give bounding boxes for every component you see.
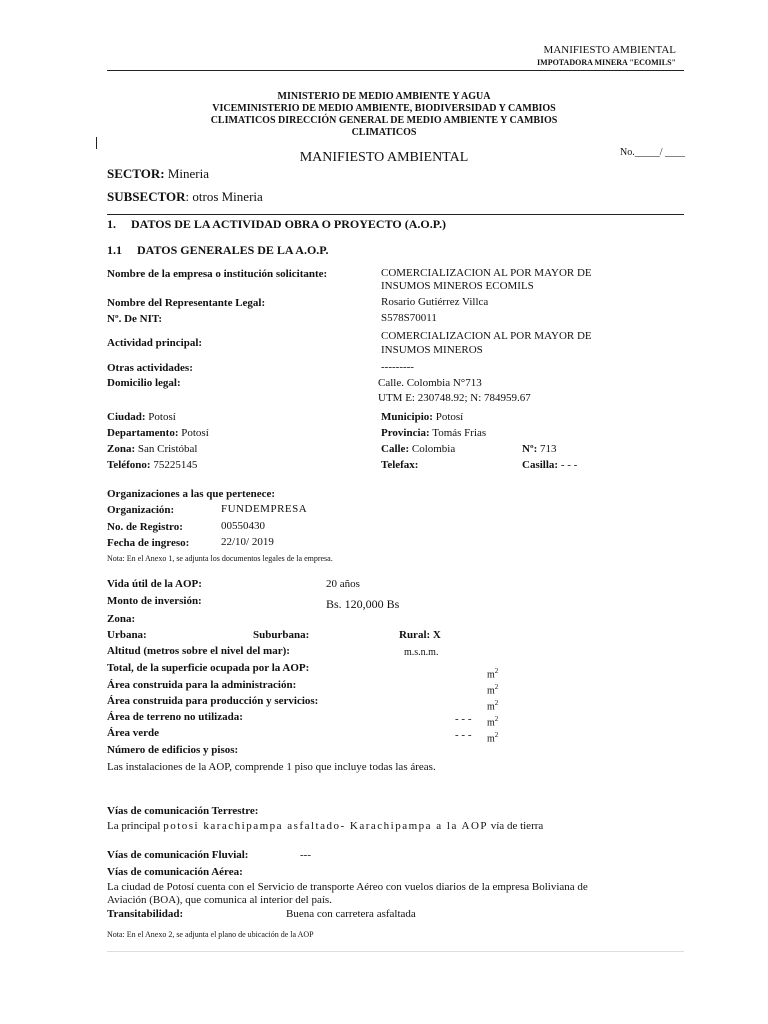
header-title: MANIFIESTO AMBIENTAL <box>543 44 676 56</box>
fluvial-label: Vías de comunicación Fluvial: <box>107 849 249 861</box>
actividad-value-2: INSUMOS MINEROS <box>381 344 483 356</box>
aerea-value-1: La ciudad de Potosí cuenta con el Servicio de transporte Aéreo con vuelos diarios de la empresa Boliviana de <box>107 881 588 893</box>
verde-label: Área verde <box>107 727 160 739</box>
section-rule <box>107 214 684 215</box>
domicilio-label: Domicilio legal: <box>107 377 181 389</box>
otras-value: --------- <box>381 361 414 373</box>
edificios-label: Número de edificios y pisos: <box>107 744 239 756</box>
org-label: Organización: <box>107 504 175 516</box>
produccion-unit: $m^2$ <box>487 699 499 713</box>
numero-line: Nº: 713 <box>522 443 557 455</box>
rep-value: Rosario Gutiérrez Villca <box>381 296 489 308</box>
urbana-label: Urbana: <box>107 629 147 641</box>
empresa-value-1: COMERCIALIZACION AL POR MAYOR DE <box>381 267 592 279</box>
suburbana-label: Suburbana: <box>253 629 310 641</box>
text-cursor <box>96 137 97 149</box>
rural-label: Rural: X <box>399 629 441 641</box>
telefax-label: Telefax: <box>381 459 419 471</box>
calle-line: Calle: Colombia <box>381 443 456 455</box>
vida-label: Vida útil de la AOP: <box>107 578 202 590</box>
zona-line: Zona: San Cristóbal <box>107 443 198 455</box>
departamento-line: Departamento: Potosí <box>107 427 209 439</box>
section-1-1-heading: 1.1 DATOS GENERALES DE LA A.O.P. <box>107 243 329 257</box>
provincia-line: Provincia: Tomás Frias <box>381 427 487 439</box>
total-label: Total, de la superficie ocupada por la AOP: <box>107 662 310 674</box>
monto-label: Monto de inversión: <box>107 595 202 607</box>
section-1-heading: 1. DATOS DE LA ACTIVIDAD OBRA O PROYECTO (A.O.P.) <box>107 217 446 231</box>
document-number: No._____/ ____ <box>620 147 685 158</box>
casilla-line: Casilla: - - - <box>522 459 578 471</box>
nit-label: Nº. De NIT: <box>107 313 163 325</box>
fecha-label: Fecha de ingreso: <box>107 537 190 549</box>
telefono-line: Teléfono: 75225145 <box>107 459 198 471</box>
registro-label: No. de Registro: <box>107 521 183 533</box>
header-company: IMPOTADORA MINERA "ECOMILS" <box>537 58 676 67</box>
actividad-value-1: COMERCIALIZACION AL POR MAYOR DE <box>381 330 592 342</box>
org-heading: Organizaciones a las que pertenece: <box>107 488 276 500</box>
aerea-label: Vías de comunicación Aérea: <box>107 866 243 878</box>
ciudad-line: Ciudad: Potosí <box>107 411 176 423</box>
admin-unit: $m^2$ <box>487 683 499 697</box>
org-note: Nota: En el Anexo 1, se adjunta los documentos legales de la empresa. <box>107 554 333 563</box>
verde-value: - - - <box>455 729 472 741</box>
empresa-value-2: INSUMOS MINEROS ECOMILS <box>381 280 534 292</box>
produccion-label: Área construida para producción y servicios: <box>107 695 319 707</box>
domicilio-value-2: UTM E: 230748.92; N: 784959.67 <box>378 392 531 404</box>
no-utilizada-value: - - - <box>455 713 472 725</box>
ministry-line-1: MINISTERIO DE MEDIO AMBIENTE Y AGUA <box>277 91 491 102</box>
actividad-label: Actividad principal: <box>107 337 203 349</box>
terrestre-value: La principal potosi karachipampa asfaltado- Karachipampa a la AOP vía de tierra <box>107 820 544 832</box>
ministry-line-3: CLIMATICOS DIRECCIÓN GENERAL DE MEDIO AMBIENTE Y CAMBIOS <box>210 115 558 126</box>
rep-label: Nombre del Representante Legal: <box>107 297 266 309</box>
org-value: FUNDEMPRESA <box>221 503 308 515</box>
domicilio-value-1: Calle. Colombia N°713 <box>378 377 482 389</box>
edificios-value: Las instalaciones de la AOP, comprende 1 piso que incluye todas las áreas. <box>107 761 436 773</box>
ministry-line-2: VICEMINISTERIO DE MEDIO AMBIENTE, BIODIVERSIDAD Y CAMBIOS <box>212 103 556 114</box>
vida-value: 20 años <box>326 578 360 590</box>
empresa-label: Nombre de la empresa o institución solicitante: <box>107 268 328 280</box>
municipio-line: Municipio: Potosí <box>381 411 464 423</box>
no-utilizada-unit: $m^2$ <box>487 715 499 729</box>
terrestre-label: Vías de comunicación Terrestre: <box>107 805 259 817</box>
header-rule <box>107 70 684 71</box>
verde-unit: $m^2$ <box>487 731 499 745</box>
nit-value: S578S70011 <box>381 312 437 324</box>
aerea-value-2: Aviación (BOA), que comunica al interior del país. <box>107 894 332 906</box>
no-utilizada-label: Área de terreno no utilizada: <box>107 711 243 723</box>
zona-aop-label: Zona: <box>107 613 136 625</box>
transitabilidad-value: Buena con carretera asfaltada <box>286 908 416 920</box>
sector-line: SECTOR: Mineria <box>107 166 209 181</box>
footer-rule <box>107 951 684 952</box>
total-unit: $m^2$ <box>487 667 499 681</box>
altitud-unit: m.s.n.m. <box>404 647 439 658</box>
transitabilidad-label: Transitabilidad: <box>107 908 184 920</box>
altitud-label: Altitud (metros sobre el nivel del mar): <box>107 645 290 657</box>
subsector-line: SUBSECTOR: otros Mineria <box>107 189 263 204</box>
vias-note: Nota: En el Anexo 2, se adjunta el plano de ubicación de la AOP <box>107 930 314 939</box>
monto-value: Bs. 120,000 Bs <box>326 597 400 611</box>
admin-label: Área construida para la administración: <box>107 679 297 691</box>
fecha-value: 22/10/ 2019 <box>221 536 274 548</box>
ministry-line-4: CLIMATICOS <box>351 127 417 138</box>
fluvial-value: --- <box>300 849 311 861</box>
document-title: MANIFIESTO AMBIENTAL <box>299 150 469 165</box>
otras-label: Otras actividades: <box>107 362 193 374</box>
registro-value: 00550430 <box>221 520 265 532</box>
